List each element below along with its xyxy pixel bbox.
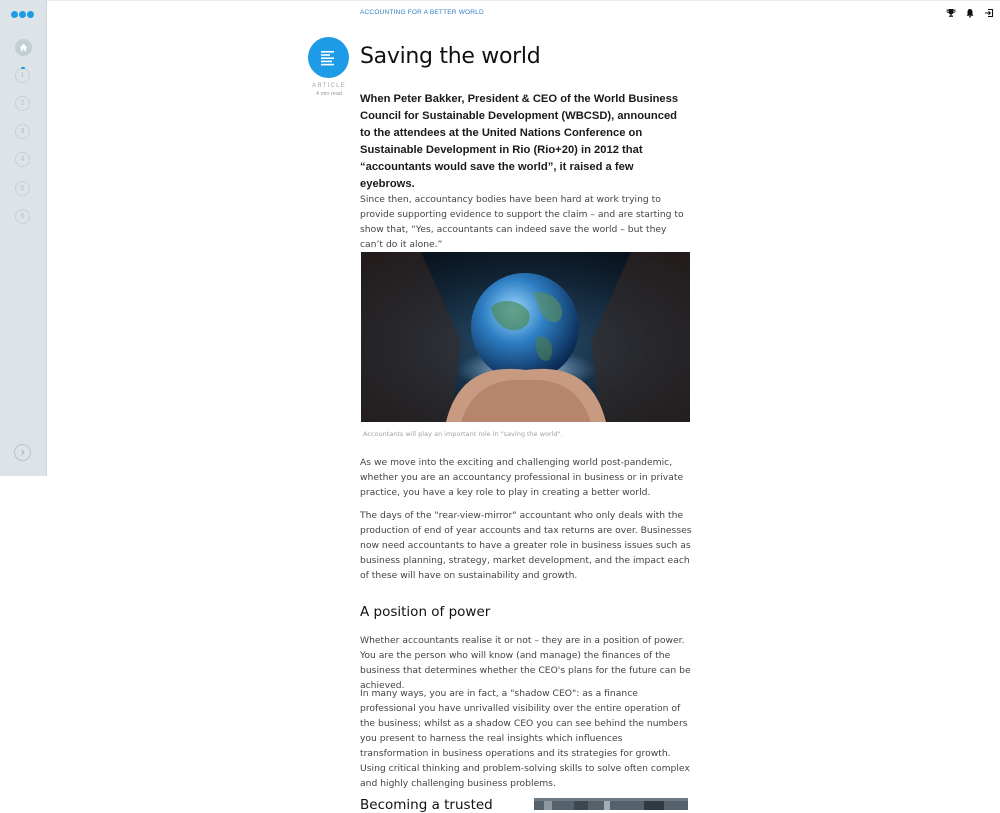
sidebar-step-6[interactable]: 6: [15, 209, 30, 224]
sidebar: [0, 0, 47, 476]
page-title: Saving the world: [360, 44, 541, 69]
office-thumbnail-image: [534, 798, 688, 810]
section-kicker[interactable]: ACCOUNTING FOR A BETTER WORLD: [360, 9, 484, 16]
paragraph-3: The days of the "rear-view-mirror" accountant who only deals with the production of end of year accounts and tax returns are over. Businesses now need accountants to have a greater role in business issues such as business planning, strategy, market development, and the impact each of these will have on sustainability and growth.: [360, 510, 692, 581]
bell-icon[interactable]: [964, 7, 975, 18]
sidebar-step-4[interactable]: 4: [15, 152, 30, 167]
heading-position-of-power: A position of power: [360, 604, 491, 620]
read-time: 4 min read: [316, 91, 342, 97]
paragraph-1: Since then, accountancy bodies have been hard at work trying to provide supporting evidence to support the claim – and are starting to show that, “Yes, accountants can indeed save the world – but they can’t do it alone.”: [360, 194, 684, 250]
sidebar-step-3[interactable]: 3: [15, 124, 30, 139]
brand-dots-icon[interactable]: [11, 11, 34, 18]
globe-in-hands-image: [361, 252, 690, 422]
trophy-icon[interactable]: [945, 7, 956, 18]
sidebar-step-1[interactable]: 1: [15, 68, 30, 83]
article-lines-icon: [308, 37, 349, 78]
chevron-right-icon[interactable]: [14, 444, 31, 461]
article-lead: When Peter Bakker, President & CEO of the World Business Council for Sustainable Development (WBCSD), announced to the attendees at the United Nations Conference on Sustainable Development in Rio (Rio+20) in 2012 that “accountants would save the world”, it raised a few eyebrows.: [360, 93, 679, 190]
sidebar-step-2[interactable]: 2: [15, 96, 30, 111]
paragraph-2: As we move into the exciting and challenging world post-pandemic, whether you are an accountancy professional in business or in private practice, you have a key role to play in creating a better world.: [360, 457, 684, 498]
heading-becoming-trusted: Becoming a trusted: [360, 797, 493, 813]
top-right-toolbar: [945, 7, 994, 18]
sidebar-step-5[interactable]: 5: [15, 181, 30, 196]
image-caption: Accountants will play an important role in "saving the world".: [363, 430, 563, 438]
home-icon[interactable]: [15, 39, 32, 56]
logout-icon[interactable]: [983, 7, 994, 18]
content-type-label: ARTICLE: [312, 83, 346, 89]
paragraph-4: Whether accountants realise it or not – they are in a position of power. You are the person who will know (and manage) the finances of the business that determines whether the CEO's plans for the future can be achieved.: [360, 635, 691, 691]
top-border: [0, 0, 1000, 1]
paragraph-5: In many ways, you are in fact, a "shadow CEO": as a finance professional you have unrivalled visibility over the entire operation of the business; whilst as a shadow CEO you can see behind the numbers you present to harness the real insights which influences transformation in business operations and its strategies for growth. Using critical thinking and problem-solving skills to solve often complex and highly challenging business problems.: [360, 688, 690, 789]
